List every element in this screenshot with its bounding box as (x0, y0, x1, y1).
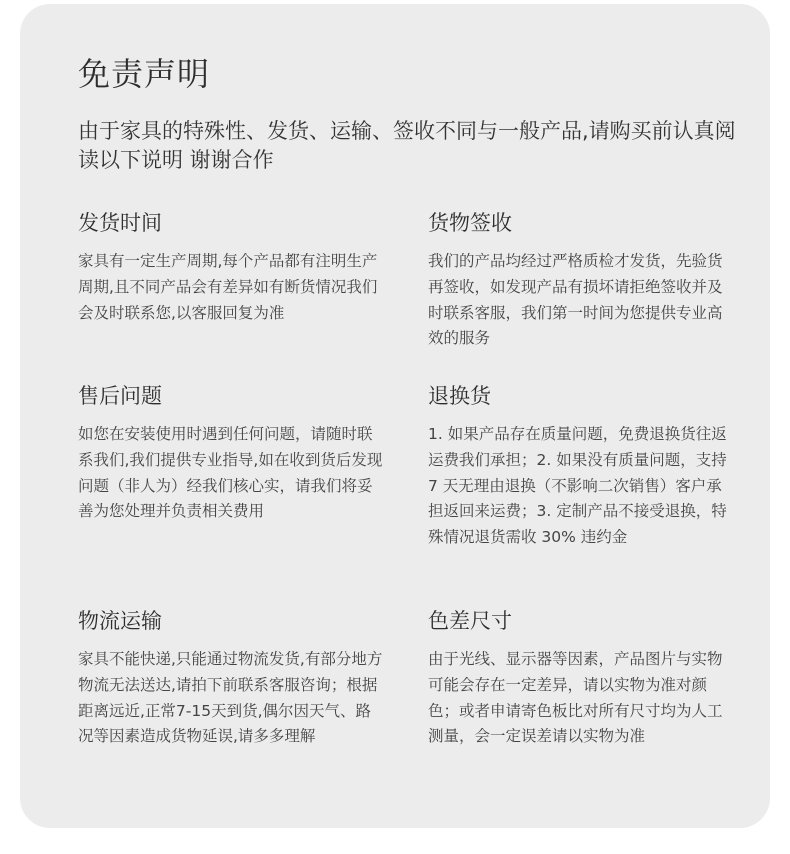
intro-text: 由于家具的特殊性、发货、运输、签收不同与一般产品,请购买前认真阅读以下说明 谢谢合作 (78, 119, 736, 172)
section-heading: 发货时间 (78, 211, 162, 235)
section-body: 我们的产品均经过严格质检才发货，先验货再签收，如发现产品有损坏请拒绝签收并及时联系客服，我们第一时间为您提供专业高效的服务 (428, 252, 723, 348)
section-body: 1. 如果产品存在质量问题，免费退换货往返运费我们承担；2. 如果没有质量问题，支持 7 天无理由退换（不影响二次销售）客户承担返回来运费；3. 定制产品不接受退换，特殊情况退货需收 30% 违约金 (428, 425, 727, 547)
page-title: 免责声明 (78, 55, 211, 93)
section-heading: 售后问题 (78, 384, 162, 408)
section-returns (428, 382, 733, 551)
section-body: 家具有一定生产周期,每个产品都有注明生产周期,且不同产品会有差异如有断货情况我们会及时联系您,以客服回复为准 (78, 252, 378, 322)
section-body: 如您在安装使用时遇到任何问题，请随时联系我们,我们提供专业指导,如在收到货后发现问题（非人为）经我们核心实，请我们将妥善为您处理并负责相关费用 (78, 425, 383, 521)
section-shipping-time (78, 209, 383, 326)
section-body: 家具不能快递,只能通过物流发货,有部分地方物流无法送达,请拍下前联系客服咨询；根据距离远近,正常7-15天到货,偶尔因天气、路况等因素造成货物延误,请多多理解 (78, 650, 383, 746)
section-heading: 物流运输 (78, 609, 162, 633)
section-heading: 货物签收 (428, 211, 512, 235)
section-color-size (428, 607, 733, 750)
section-body: 由于光线、显示器等因素，产品图片与实物可能会存在一定差异，请以实物为准对颜色；或者申请寄色板比对所有尺寸均为人工测量，会一定误差请以实物为准 (428, 650, 723, 746)
section-logistics (78, 607, 383, 750)
section-goods-receipt (428, 209, 733, 352)
section-heading: 退换货 (428, 384, 491, 408)
section-heading: 色差尺寸 (428, 609, 512, 633)
section-after-sales (78, 382, 383, 525)
